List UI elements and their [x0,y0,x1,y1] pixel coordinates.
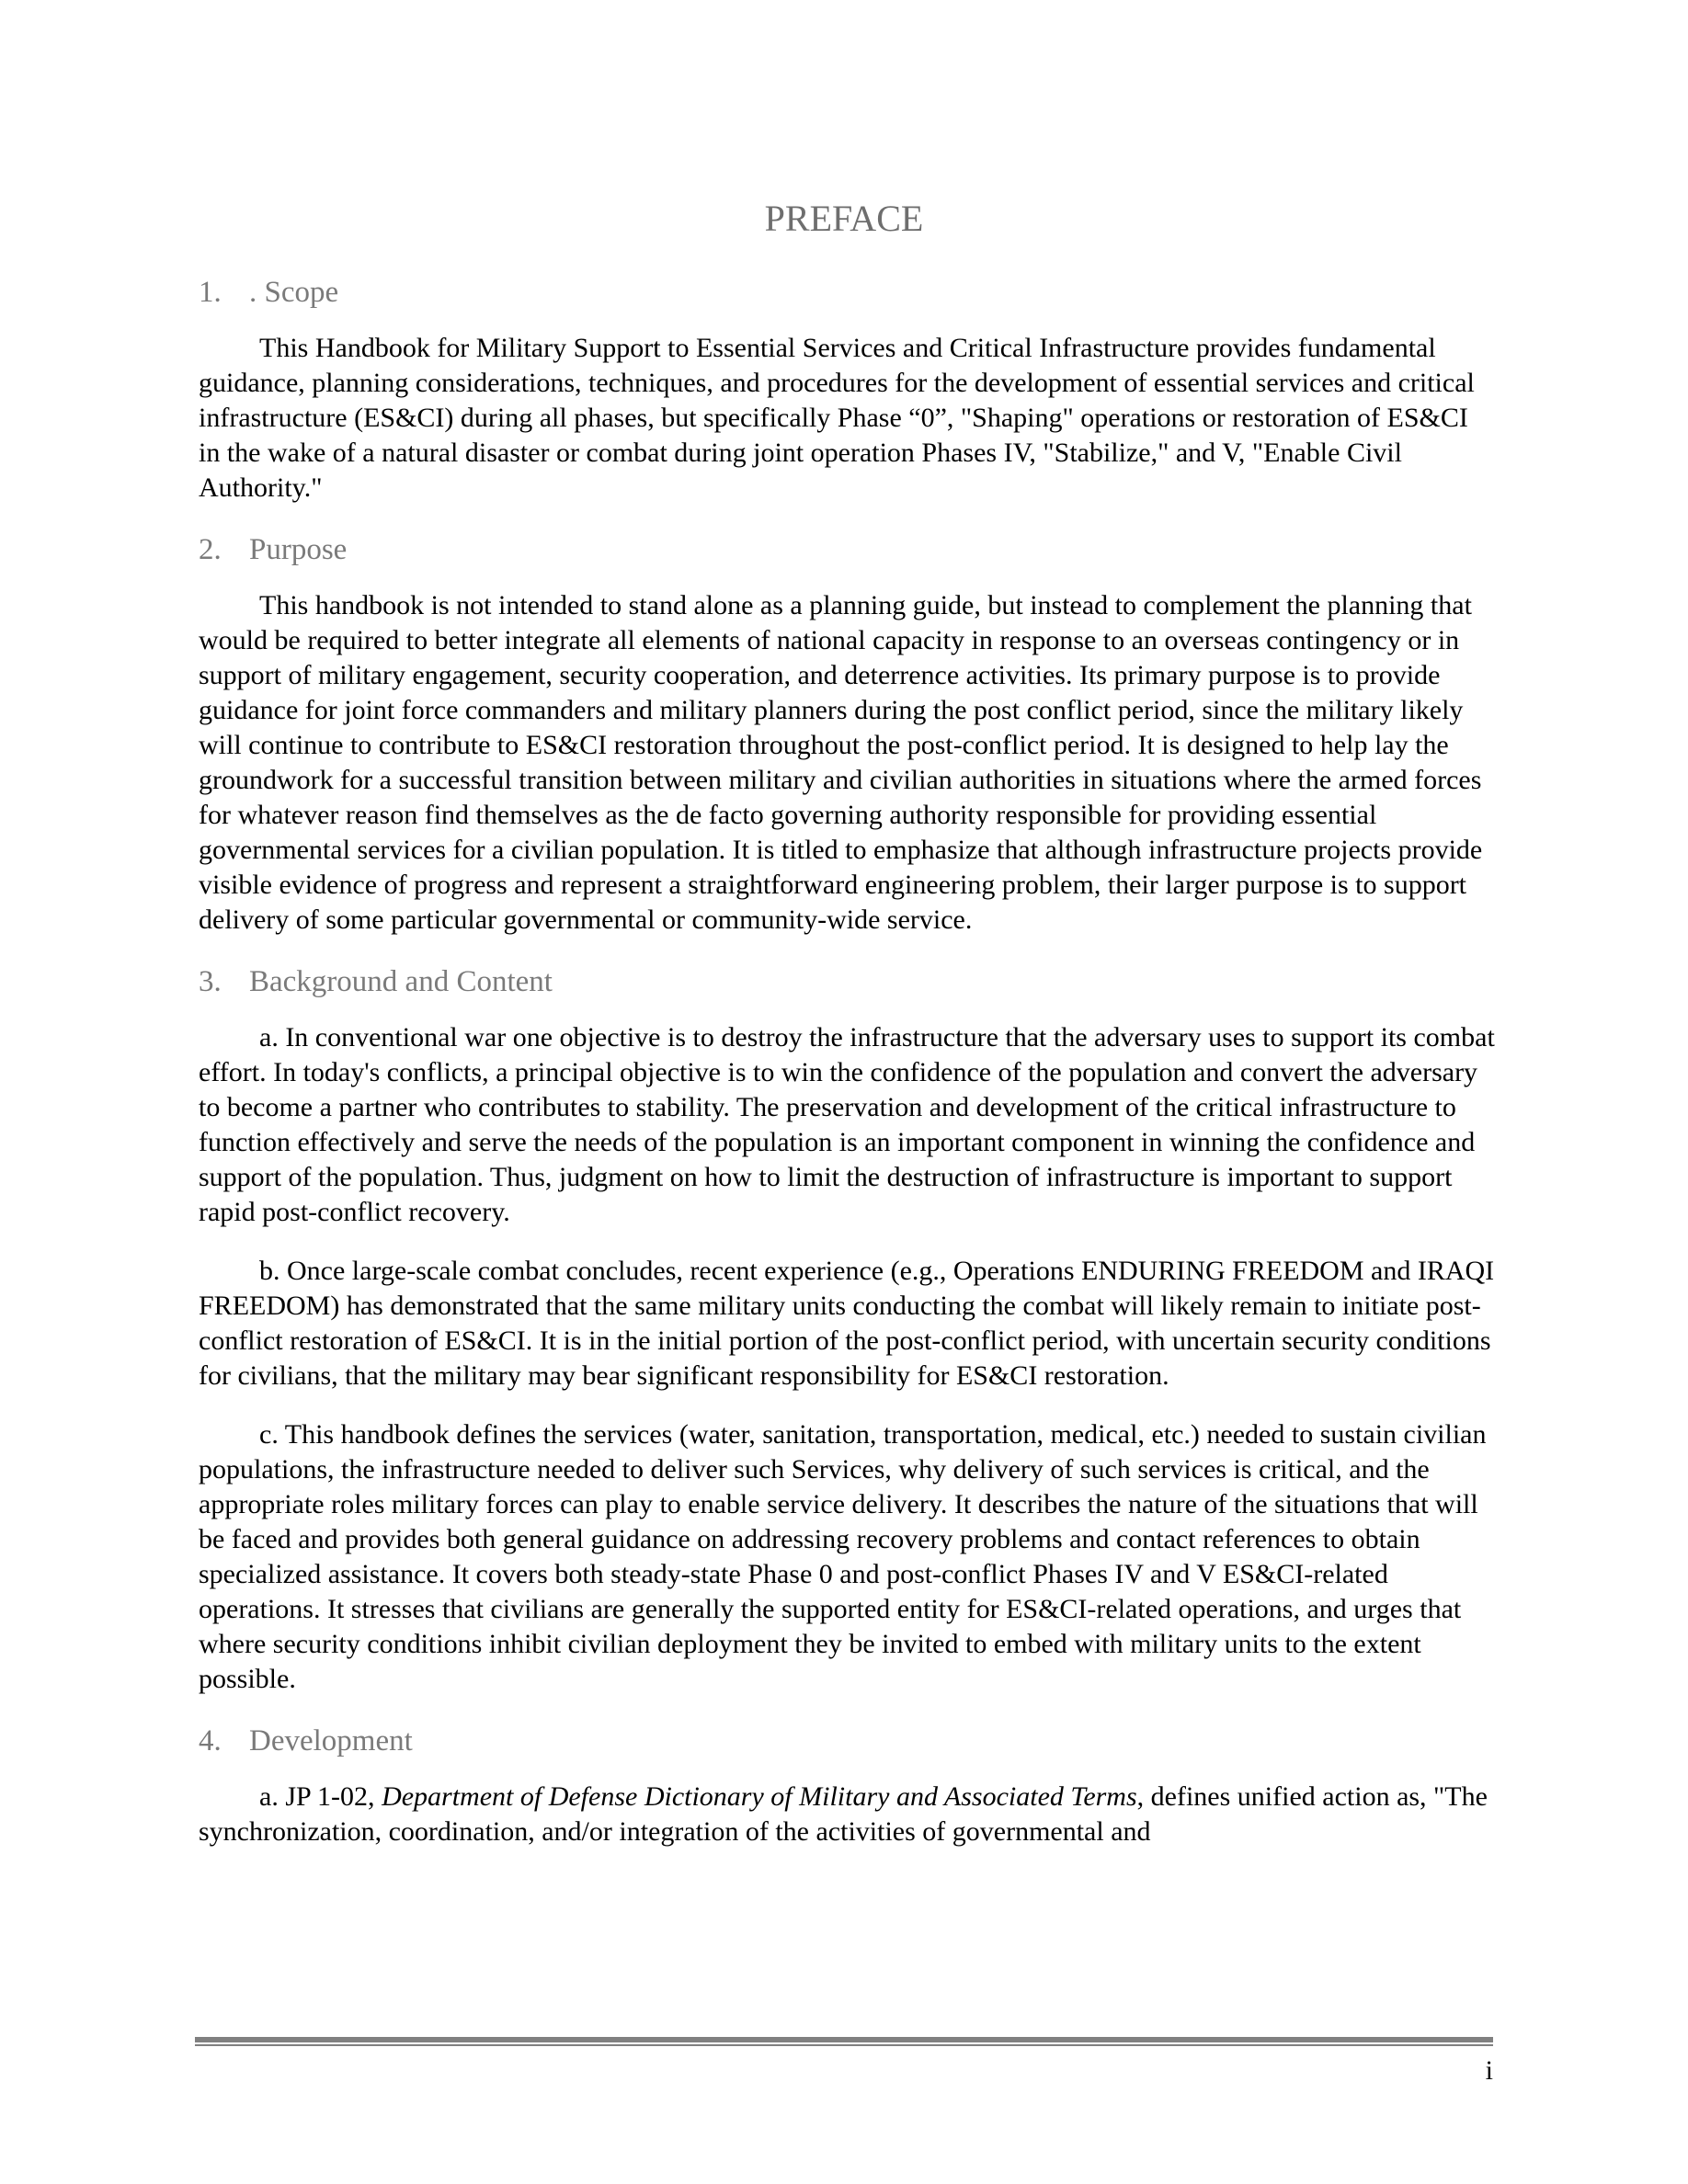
scope-paragraph: This Handbook for Military Support to Essential Services and Critical Infrastructure provides fundamental guidance, planning considerations, techniques, and procedures for the development of essential services and critical infrastructure (ES&CI) during all phases, but specifically Phase “0”, "Shaping" operations or restoration of ES&CI in the wake of a natural disaster or combat during joint operation Phases IV, "Stabilize," and V, "Enable Civil Authority." [199,333,1475,503]
background-paragraph-a: a. In conventional war one objective is to destroy the infrastructure that the adversary uses to support its combat effort. In today's conflicts, a principal objective is to win the confidence of the population and convert the adversary to become a partner who contributes to stability. The preservation and development of the critical infrastructure to function effectively and serve the needs of the population is an important component in winning the confidence and support of the population. Thus, judgment on how to limit the destruction of infrastructure is important to support rapid post-conflict recovery. [199,1022,1495,1227]
section-number: 4. [199,1724,222,1757]
section-purpose [199,529,1495,938]
footer-rule [195,2037,1493,2042]
section-number: 3. [199,965,222,998]
publication-title: Department of Defense Dictionary of Military and Associated Terms [382,1781,1137,1812]
section-background-and-content [199,961,1495,1697]
section-title: Background and Content [249,965,553,998]
section-title: . Scope [249,276,339,309]
section-heading [199,961,1495,1002]
section-heading [199,272,1495,313]
development-tail-text: , defines unified action as, "The synchronization, coordination, and/or integration of the activities of governmental and [199,1781,1488,1847]
document-body [199,272,1495,1873]
page-title: PREFACE [764,198,924,239]
background-paragraph-c: c. This handbook defines the services (water, sanitation, transportation, medical, etc.) needed to sustain civilian populations, the infrastructure needed to deliver such Services, why delivery of such services is critical, and the appropriate roles military forces can play to enable service delivery. It describes the nature of the situations that will be faced and provides both general guidance on addressing recovery problems and contact references to obtain specialized assistance. It covers both steady-state Phase 0 and post-conflict Phases IV and V ES&CI-related operations. It stresses that civilians are generally the supported entity for ES&CI-related operations, and urges that where security conditions inhibit civilian deployment they be invited to embed with military units to the extent possible. [199,1419,1487,1694]
background-paragraph-b: b. Once large-scale combat concludes, recent experience (e.g., Operations ENDURING FREEDOM and IRAQI FREEDOM) has demonstrated that the same military units conducting the combat will likely remain to initiate post-conflict restoration of ES&CI. It is in the initial portion of the post-conflict period, with uncertain security conditions for civilians, that the military may bear significant responsibility for ES&CI restoration. [199,1256,1495,1391]
purpose-paragraph: This handbook is not intended to stand alone as a planning guide, but instead to complement the planning that would be required to better integrate all elements of national capacity in response to an overseas contingency or in support of military engagement, security cooperation, and deterrence activities. Its primary purpose is to provide guidance for joint force commanders and military planners during the post conflict period, since the military likely will continue to contribute to ES&CI restoration throughout the post-conflict period. It is designed to help lay the groundwork for a successful transition between military and civilian authorities in situations where the armed forces for whatever reason find themselves as the de facto governing authority responsible for providing essential governmental services for a civilian population. It is titled to emphasize that although infrastructure projects provide visible evidence of progress and represent a straightforward engineering problem, their larger purpose is to support delivery of some particular governmental or community-wide service. [199,590,1483,935]
page-number: i [1485,2055,1493,2086]
section-title: Development [249,1724,413,1757]
footer-rule-thin [195,2044,1493,2046]
section-heading [199,529,1495,570]
section-heading [199,1721,1495,1761]
section-development [199,1721,1495,1849]
development-paragraph-a [199,1780,1495,1849]
section-number: 1. [199,276,222,309]
section-number: 2. [199,533,222,566]
section-title: Purpose [249,533,348,566]
section-scope [199,272,1495,506]
development-lead-text: a. JP 1-02, [259,1781,382,1812]
